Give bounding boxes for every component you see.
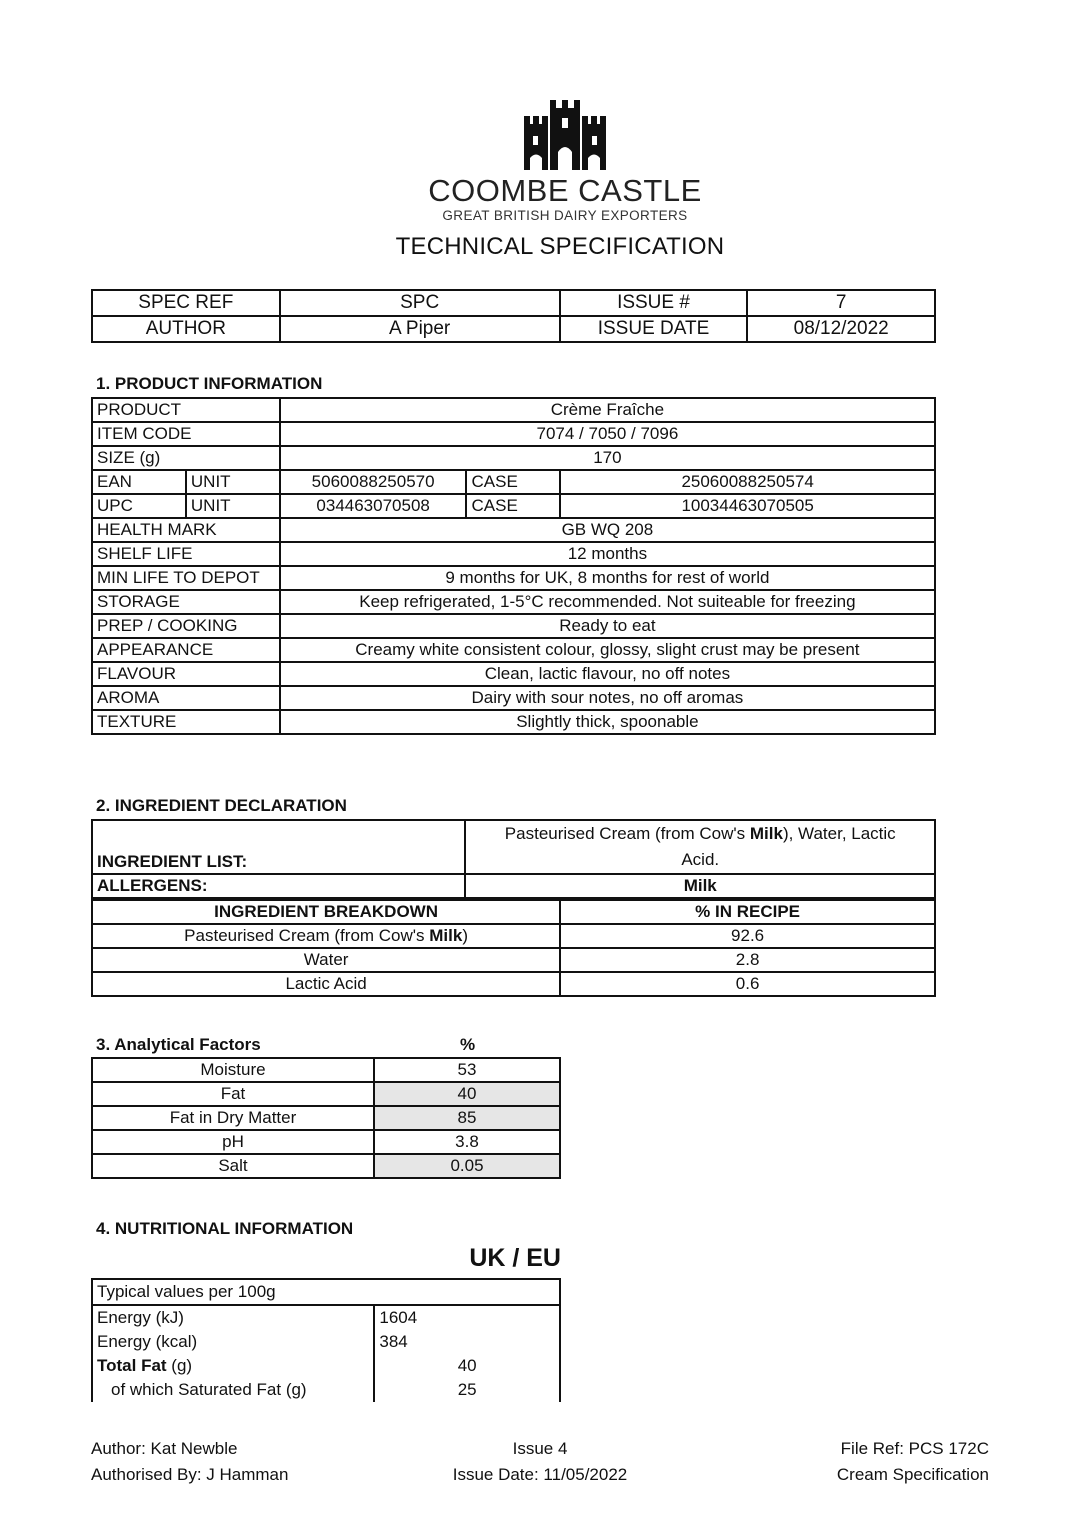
spec-ref-value: SPC bbox=[280, 290, 560, 316]
ingredient-text: Pasteurised Cream (from Cow's bbox=[504, 824, 750, 843]
ingredient-allergen: Milk bbox=[749, 824, 783, 843]
table-row bbox=[92, 614, 935, 638]
table-row bbox=[92, 316, 935, 342]
footer-doc-name: Cream Specification bbox=[836, 1465, 989, 1484]
brand-tagline: GREAT BRITISH DAIRY EXPORTERS bbox=[442, 208, 688, 223]
texture-value: Slightly thick, spoonable bbox=[280, 710, 935, 734]
table-row bbox=[92, 1378, 560, 1402]
footer-issue: Issue 4 bbox=[512, 1439, 568, 1458]
document-title: TECHNICAL SPECIFICATION bbox=[395, 233, 725, 260]
analytical-value: 53 bbox=[374, 1058, 560, 1082]
spec-ref-label: SPEC REF bbox=[92, 290, 280, 316]
ingredient-percent: 0.6 bbox=[560, 972, 935, 996]
ingredient-name bbox=[92, 924, 560, 948]
ingredient-list-label: INGREDIENT LIST: bbox=[92, 820, 465, 874]
storage-value: Keep refrigerated, 1-5°C recommended. Not suiteable for freezing bbox=[280, 590, 935, 614]
table-row bbox=[92, 1106, 560, 1130]
aroma-value: Dairy with sour notes, no off aromas bbox=[280, 686, 935, 710]
texture-label: TEXTURE bbox=[92, 710, 280, 734]
table-row bbox=[92, 1330, 560, 1354]
allergens-label: ALLERGENS: bbox=[92, 874, 465, 898]
table-row bbox=[92, 900, 935, 924]
table-row bbox=[92, 566, 935, 590]
table-row bbox=[92, 1082, 560, 1106]
table-row bbox=[92, 710, 935, 734]
ingredient-text: ) bbox=[462, 926, 468, 945]
author-label: AUTHOR bbox=[92, 316, 280, 342]
table-row bbox=[92, 1279, 560, 1305]
min-life-label: MIN LIFE TO DEPOT bbox=[92, 566, 280, 590]
product-info-heading: 1. PRODUCT INFORMATION bbox=[96, 374, 323, 393]
appearance-value: Creamy white consistent colour, glossy, slight crust may be present bbox=[280, 638, 935, 662]
energy-kj-label: Energy (kJ) bbox=[97, 1308, 184, 1327]
table-row bbox=[92, 542, 935, 566]
table-row bbox=[92, 820, 935, 874]
table-row bbox=[92, 638, 935, 662]
nutrition-heading: 4. NUTRITIONAL INFORMATION bbox=[96, 1219, 354, 1238]
table-row bbox=[92, 422, 935, 446]
allergens-value: Milk bbox=[465, 874, 935, 898]
health-mark-value: GB WQ 208 bbox=[280, 518, 935, 542]
analytical-label: Salt bbox=[92, 1154, 374, 1178]
ingredient-percent: 2.8 bbox=[560, 948, 935, 972]
item-code-value: 7074 / 7050 / 7096 bbox=[280, 422, 935, 446]
analytical-label: pH bbox=[92, 1130, 374, 1154]
prep-value: Ready to eat bbox=[280, 614, 935, 638]
analytical-value: 85 bbox=[374, 1106, 560, 1130]
energy-kcal-label: Energy (kcal) bbox=[97, 1332, 198, 1351]
table-row bbox=[92, 686, 935, 710]
ingredient-text: Pasteurised Cream (from Cow's bbox=[184, 926, 430, 945]
table-row bbox=[92, 518, 935, 542]
footer-issue-date: Issue Date: 11/05/2022 bbox=[452, 1465, 628, 1484]
table-row bbox=[92, 924, 935, 948]
ingredient-text: ), Water, Lactic bbox=[782, 824, 896, 843]
analytical-unit: % bbox=[459, 1035, 476, 1054]
size-label: SIZE (g) bbox=[92, 446, 280, 470]
ingredient-text: Acid. bbox=[681, 850, 720, 869]
table-row bbox=[92, 874, 935, 898]
shelf-life-label: SHELF LIFE bbox=[92, 542, 280, 566]
analytical-label: Fat bbox=[92, 1082, 374, 1106]
min-life-value: 9 months for UK, 8 months for rest of world bbox=[280, 566, 935, 590]
total-fat-name: Total Fat bbox=[97, 1356, 167, 1375]
analytical-value: 0.05 bbox=[374, 1154, 560, 1178]
ean-case-value: 25060088250574 bbox=[560, 470, 935, 494]
table-row bbox=[92, 1154, 560, 1178]
upc-label: UPC bbox=[92, 494, 186, 518]
issue-label: ISSUE # bbox=[560, 290, 748, 316]
analytical-heading: 3. Analytical Factors bbox=[96, 1035, 261, 1054]
prep-label: PREP / COOKING bbox=[92, 614, 280, 638]
ean-case-label: CASE bbox=[466, 470, 560, 494]
total-fat-value: 40 bbox=[374, 1354, 560, 1378]
upc-unit-label: UNIT bbox=[186, 494, 280, 518]
brand-logo bbox=[420, 98, 710, 224]
ean-unit-label: UNIT bbox=[186, 470, 280, 494]
health-mark-label: HEALTH MARK bbox=[92, 518, 280, 542]
item-code-label: ITEM CODE bbox=[92, 422, 280, 446]
table-row bbox=[92, 446, 935, 470]
table-row bbox=[92, 398, 935, 422]
typical-values-label: Typical values per 100g bbox=[92, 1279, 560, 1305]
footer-file-ref: File Ref: PCS 172C bbox=[840, 1439, 989, 1458]
shelf-life-value: 12 months bbox=[280, 542, 935, 566]
table-row bbox=[92, 972, 935, 996]
table-row bbox=[92, 470, 935, 494]
table-row bbox=[92, 1058, 560, 1082]
table-row bbox=[92, 948, 935, 972]
castle-icon bbox=[520, 98, 610, 170]
table-row bbox=[92, 1354, 560, 1378]
total-fat-unit: (g) bbox=[166, 1356, 193, 1375]
upc-unit-value: 034463070508 bbox=[280, 494, 467, 518]
total-fat-label bbox=[92, 1354, 374, 1378]
brand-name: COOMBE CASTLE bbox=[428, 173, 702, 208]
footer-authorised: Authorised By: J Hamman bbox=[91, 1465, 289, 1484]
analytical-value: 40 bbox=[374, 1082, 560, 1106]
percent-header: % IN RECIPE bbox=[560, 900, 935, 924]
analytical-label: Moisture bbox=[92, 1058, 374, 1082]
flavour-value: Clean, lactic flavour, no off notes bbox=[280, 662, 935, 686]
aroma-label: AROMA bbox=[92, 686, 280, 710]
table-row bbox=[92, 590, 935, 614]
table-row bbox=[92, 494, 935, 518]
product-info-table bbox=[91, 397, 936, 735]
ingredient-table bbox=[91, 819, 936, 899]
spec-header-table bbox=[91, 289, 936, 343]
energy-kcal-value: 384 bbox=[374, 1330, 560, 1354]
ingredient-breakdown-table bbox=[91, 899, 936, 997]
product-value: Crème Fraîche bbox=[280, 398, 935, 422]
ean-label: EAN bbox=[92, 470, 186, 494]
flavour-label: FLAVOUR bbox=[92, 662, 280, 686]
upc-case-value: 10034463070505 bbox=[560, 494, 935, 518]
footer-center bbox=[400, 1436, 680, 1488]
ingredient-heading: 2. INGREDIENT DECLARATION bbox=[96, 796, 347, 815]
issue-date-label: ISSUE DATE bbox=[560, 316, 748, 342]
footer-author: Author: Kat Newble bbox=[91, 1439, 238, 1458]
ingredient-percent: 92.6 bbox=[560, 924, 935, 948]
analytical-label: Fat in Dry Matter bbox=[92, 1106, 374, 1130]
energy-kj-value: 1604 bbox=[374, 1305, 560, 1330]
issue-date-value: 08/12/2022 bbox=[747, 316, 935, 342]
ingredient-allergen: Milk bbox=[429, 926, 463, 945]
sat-fat-value: 25 bbox=[374, 1378, 560, 1402]
table-row bbox=[92, 290, 935, 316]
ingredient-list-value bbox=[465, 820, 935, 874]
ingredient-name: Lactic Acid bbox=[92, 972, 560, 996]
author-value: A Piper bbox=[280, 316, 560, 342]
nutrition-region: UK / EU bbox=[469, 1244, 561, 1272]
product-label: PRODUCT bbox=[92, 398, 280, 422]
storage-label: STORAGE bbox=[92, 590, 280, 614]
ingredient-name: Water bbox=[92, 948, 560, 972]
nutrition-table bbox=[91, 1278, 561, 1402]
ean-unit-value: 5060088250570 bbox=[280, 470, 467, 494]
table-row bbox=[92, 1130, 560, 1154]
table-row bbox=[92, 1305, 560, 1330]
footer-right bbox=[760, 1436, 989, 1488]
analytical-table bbox=[91, 1057, 561, 1179]
sat-fat-label: of which Saturated Fat (g) bbox=[111, 1380, 307, 1399]
table-row bbox=[92, 662, 935, 686]
footer-left bbox=[91, 1436, 288, 1488]
analytical-value: 3.8 bbox=[374, 1130, 560, 1154]
appearance-label: APPEARANCE bbox=[92, 638, 280, 662]
issue-value: 7 bbox=[747, 290, 935, 316]
upc-case-label: CASE bbox=[466, 494, 560, 518]
size-value: 170 bbox=[280, 446, 935, 470]
breakdown-header: INGREDIENT BREAKDOWN bbox=[92, 900, 560, 924]
